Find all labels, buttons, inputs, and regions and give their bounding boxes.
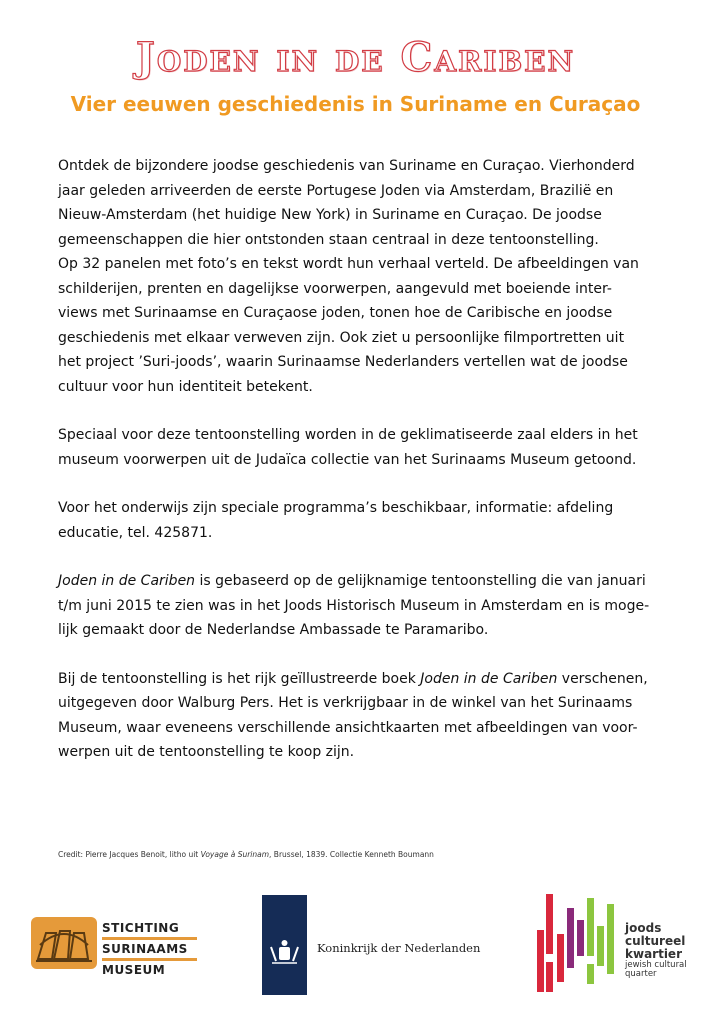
logo-koninkrijk-der-nederlanden	[262, 895, 492, 995]
text-line: museum voorwerpen uit de Judaïca collectie van het Surinaams Museum getoond.	[58, 451, 637, 468]
credit-pre: Credit: Pierre Jacques Benoit, litho uit	[58, 850, 201, 859]
text-line: Ontdek de bijzondere joodse geschiedenis van Suriname en Curaçao. Vierhonderd	[58, 158, 635, 174]
text-line: cultuur voor hun identiteit betekent.	[58, 378, 313, 395]
text-line: uitgegeven door Walburg Pers. Het is verkrijgbaar in de winkel van het Surinaams	[58, 695, 633, 711]
logo-text-line: cultureel	[625, 934, 686, 948]
paragraph-judaica	[58, 423, 668, 472]
text-line: educatie, tel. 425871.	[58, 524, 213, 541]
logo-text-line: quarter	[625, 969, 657, 979]
text-line	[58, 667, 668, 692]
nl-name: Koninkrijk der Nederlanden	[317, 941, 481, 955]
credit-title: Voyage à Surinam	[200, 850, 270, 859]
text-line: views met Surinaamse en Curaçaose joden, tonen hoe de Caribische en joodse	[58, 305, 613, 321]
text-line: Voor het onderwijs zijn speciale programma’s beschikbaar, informatie: afdeling	[58, 500, 614, 516]
logo-divider	[102, 937, 197, 940]
logo-text-line: jewish cultural	[625, 960, 687, 970]
text-line: werpen uit de tentoonstelling te koop zijn.	[58, 744, 355, 760]
logo-stichting-surinaams-museum	[30, 915, 200, 975]
text-line: lijk gemaakt door de Nederlandse Ambassade te Paramaribo.	[58, 622, 489, 638]
text-fragment: verschenen,	[557, 670, 648, 687]
museum-building-icon	[30, 915, 98, 971]
page-title: Joden in de Cariben	[135, 34, 576, 81]
text-line: schilderijen, prenten en dagelijkse voorwerpen, aangevuld met boeiende inter-	[58, 280, 612, 297]
paragraph-book	[58, 667, 668, 765]
logo-text-line: joods	[625, 921, 662, 935]
logo-divider	[102, 958, 197, 961]
logo-text-line: MUSEUM	[102, 963, 166, 977]
logo-joods-cultureel-kwartier	[535, 890, 705, 1000]
text-fragment: is gebaseerd op de gelijknamige tentoonstelling die van januari	[195, 573, 646, 589]
text-line: Museum, waar eveneens verschillende ansichtkaarten met afbeeldingen van voor-	[58, 719, 638, 736]
logo-text-line: kwartier	[625, 947, 682, 961]
body-text	[58, 154, 668, 789]
text-line: Speciaal voor deze tentoonstelling worden in de geklimatiseerde zaal elders in het	[58, 427, 638, 443]
paragraph-education	[58, 496, 668, 545]
text-line: Op 32 panelen met foto’s en tekst wordt hun verhaal verteld. De afbeeldingen van	[58, 256, 639, 272]
text-line: gemeenschappen die hier ontstonden staan centraal in deze tentoonstelling.	[58, 231, 599, 248]
text-line: t/m juni 2015 te zien was in het Joods Historisch Museum in Amsterdam en is moge-	[58, 597, 650, 614]
text-line: jaar geleden arriveerden de eerste Portugese Joden via Amsterdam, Brazilië en	[58, 182, 614, 199]
image-credit	[58, 850, 434, 859]
paragraph-intro	[58, 154, 668, 399]
coat-of-arms-icon	[262, 895, 307, 995]
text-line: geschiedenis met elkaar verweven zijn. Ook ziet u persoonlijke filmportretten uit	[58, 329, 625, 346]
text-line	[58, 569, 668, 594]
paragraph-origin	[58, 569, 668, 643]
exhibition-name: Joden in de Cariben	[58, 573, 196, 589]
text-line: het project ’Suri-joods’, waarin Surinaamse Nederlanders vertellen wat de joodse	[58, 354, 628, 370]
book-title: Joden in de Cariben	[420, 670, 558, 687]
page-subtitle: Vier eeuwen geschiedenis in Suriname en Curaçao	[70, 92, 641, 116]
nl-banner	[262, 895, 307, 995]
logo-text-line: STICHTING	[102, 921, 180, 935]
text-line: Nieuw-Amsterdam (het huidige New York) in Suriname en Curaçao. De joodse	[58, 207, 602, 223]
credit-post: , Brussel, 1839. Collectie Kenneth Boumann	[269, 850, 434, 859]
jck-bars-icon	[535, 890, 621, 998]
logo-text-line: SURINAAMS	[102, 942, 188, 956]
text-fragment: Bij de tentoonstelling is het rijk geïllustreerde boek	[58, 670, 421, 687]
